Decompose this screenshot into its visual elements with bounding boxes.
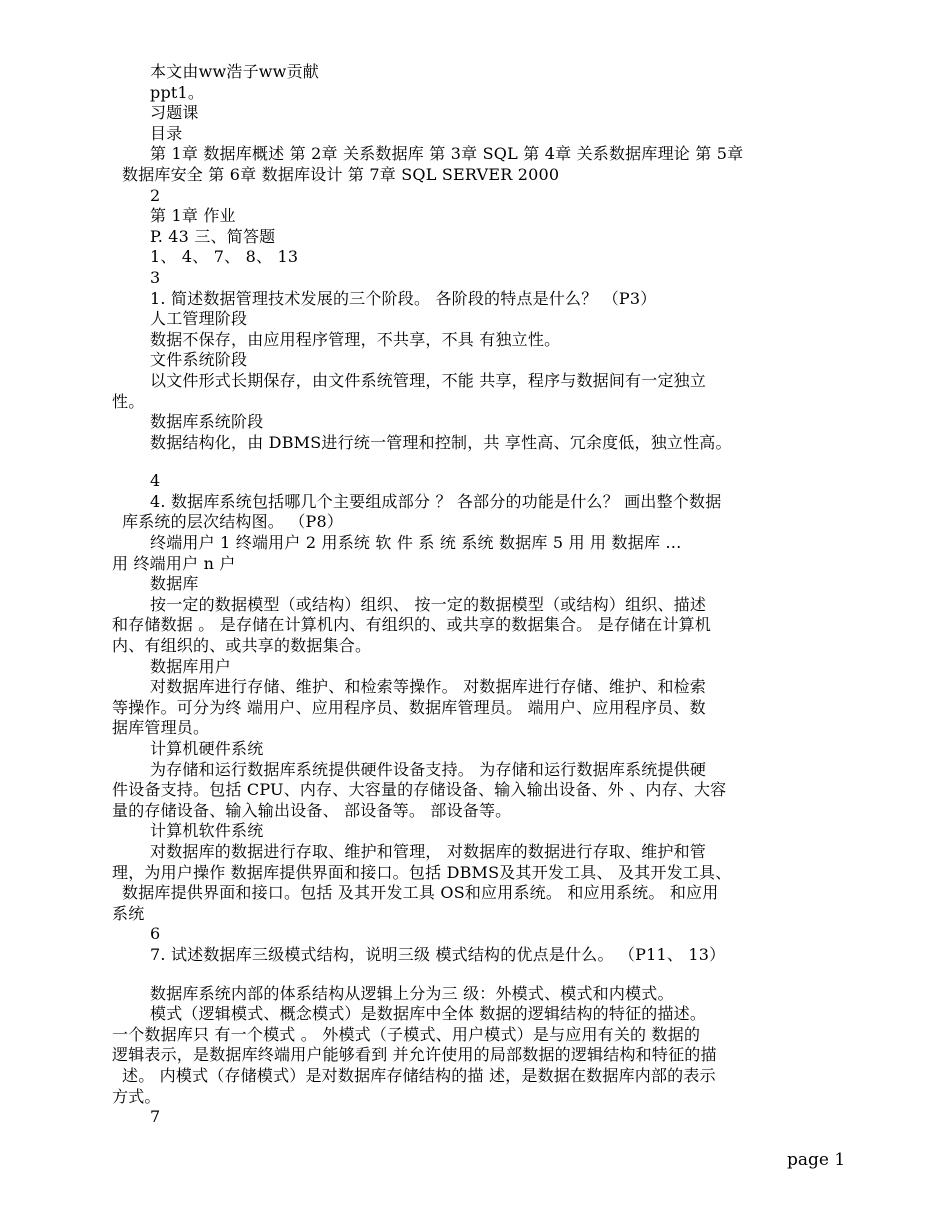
text-line: 一个数据库只 有一个模式 。 外模式（子模式、用户模式）是与应用有关的 数据的: [112, 1024, 701, 1044]
text-line: 数据结构化，由 DBMS进行统一管理和控制，共 享性高、冗余度低，独立性高。: [150, 432, 732, 452]
text-line: 量的存储设备、输入输出设备、 部设备等。 部设备等。: [112, 800, 512, 820]
text-line: 数据不保存，由应用程序管理，不共享，不具 有独立性。: [150, 329, 561, 349]
text-line: 方式。: [112, 1086, 161, 1106]
text-line: ppt1。: [150, 82, 205, 102]
text-line: 系统: [112, 903, 145, 923]
text-line: 等操作。可分为终 端用户、应用程序员、数据库管理员。 端用户、应用程序员、数: [112, 697, 706, 717]
text-line: 3: [150, 267, 161, 287]
text-line: 2: [150, 185, 161, 205]
text-line: 计算机软件系统: [150, 821, 264, 841]
text-line: 用 终端用户 n 户: [112, 553, 236, 573]
text-line: 库系统的层次结构图。 （P8）: [122, 512, 344, 532]
text-line: P. 43 三、简答题: [150, 226, 276, 246]
text-line: 数据库安全 第 6章 数据库设计 第 7章 SQL SERVER 2000: [122, 164, 560, 184]
text-line: 逻辑表示，是数据库终端用户能够看到 并允许使用的局部数据的逻辑结构和特征的描: [112, 1045, 717, 1065]
text-line: 和存储数据 。 是存储在计算机内、有组织的、或共享的数据集合。 是存储在计算机: [112, 615, 712, 635]
text-line: 模式（逻辑模式、概念模式）是数据库中全体 数据的逻辑结构的特征的描述。: [150, 1004, 707, 1024]
text-line: 终端用户 1 终端用户 2 用系统 软 件 系 统 系统 数据库 5 用 用 数据库 …: [150, 533, 682, 553]
document-body: [112, 62, 812, 1128]
text-line: 1. 简述数据管理技术发展的三个阶段。 各阶段的特点是什么？ （P3）: [150, 288, 657, 308]
text-line: 数据库: [150, 574, 199, 594]
text-line: 本文由ww浩子ww贡献: [150, 62, 319, 81]
text-line: 性。: [112, 391, 145, 411]
text-line: 目录: [150, 123, 183, 143]
text-line: 4. 数据库系统包括哪几个主要组成部分 ？ 各部分的功能是什么？ 画出整个数据: [150, 491, 722, 511]
text-line: 7. 试述数据库三级模式结构，说明三级 模式结构的优点是什么。 （P11、 13）: [150, 944, 726, 964]
text-line: 4: [150, 471, 161, 491]
text-line: 述。 内模式（存储模式）是对数据库存储结构的描 述，是数据在数据库内部的表示: [122, 1065, 716, 1085]
text-line: 人工管理阶段: [150, 309, 248, 329]
text-line: 以文件形式长期保存，由文件系统管理，不能 共享，程序与数据间有一定独立: [150, 370, 707, 390]
text-line: 据库管理员。: [112, 718, 210, 738]
text-line: 件设备支持。包括 CPU、内存、大容量的存储设备、输入输出设备、外 、内存、大容: [112, 780, 727, 800]
text-line: 7: [150, 1107, 161, 1127]
text-line: 第 1章 作业: [150, 206, 236, 226]
text-line: 数据库系统阶段: [150, 412, 264, 432]
text-line: 第 1章 数据库概述 第 2章 关系数据库 第 3章 SQL 第 4章 关系数据库理论 第 5章: [150, 144, 744, 164]
page-number: page 1: [787, 1150, 846, 1170]
text-line: 内、有组织的、或共享的数据集合。: [112, 636, 372, 656]
text-line: 数据库用户: [150, 656, 232, 676]
text-line: 1、 4、 7、 8、 13: [150, 247, 299, 267]
blank-line: [112, 966, 812, 984]
text-line: 理，为用户操作 数据库提供界面和接口。包括 DBMS及其开发工具、 及其开发工具、: [112, 862, 732, 882]
text-line: 按一定的数据模型（或结构）组织、 按一定的数据模型（或结构）组织、描述: [150, 594, 707, 614]
text-line: 对数据库进行存储、维护、和检索等操作。 对数据库进行存储、维护、和检索: [150, 677, 707, 697]
text-line: 6: [150, 924, 161, 944]
text-line: 习题课: [150, 103, 199, 123]
blank-line: [112, 453, 812, 471]
text-line: 数据库系统内部的体系结构从逻辑上分为三 级：外模式、模式和内模式。: [150, 983, 674, 1003]
text-line: 文件系统阶段: [150, 350, 248, 370]
text-line: 计算机硬件系统: [150, 739, 264, 758]
text-line: 为存储和运行数据库系统提供硬件设备支持。 为存储和运行数据库系统提供硬: [150, 759, 707, 779]
text-line: 对数据库的数据进行存取、维护和管理， 对数据库的数据进行存取、维护和管: [150, 841, 707, 861]
text-line: 数据库提供界面和接口。包括 及其开发工具 OS和应用系统。 和应用系统。 和应用: [122, 883, 719, 903]
